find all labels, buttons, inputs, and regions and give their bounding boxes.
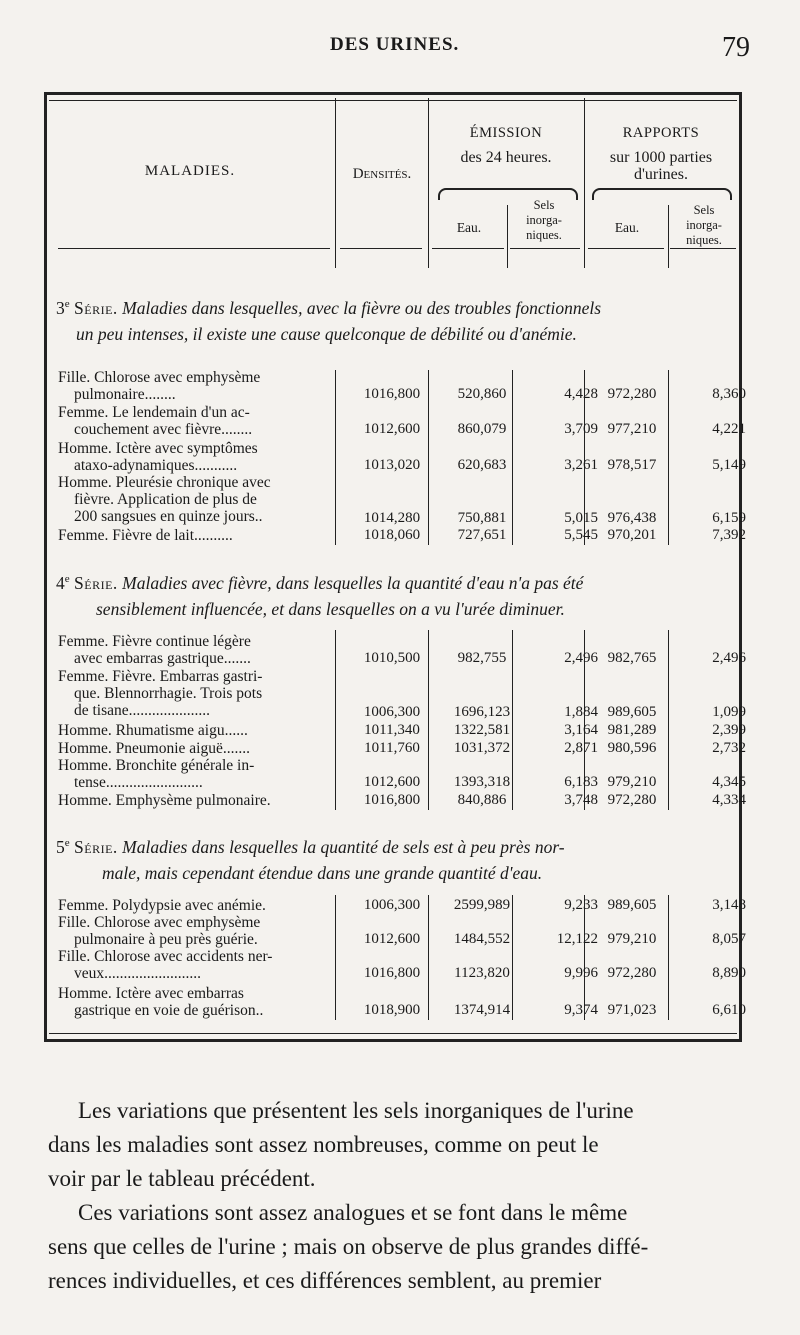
- column-eau-rapport: Eau.: [614, 220, 640, 235]
- paragraph-1: Les variations que présentent les sels inorganiques de l'urine dans les maladies sont assez nombreuses, comme on peut le voir par le tableau précédent.: [48, 1098, 634, 1191]
- running-title: DES URINES.: [330, 34, 460, 55]
- column-divider: [584, 98, 585, 268]
- header-rule: [340, 248, 422, 249]
- series-3-heading: 3e Série. Maladies dans lesquelles, avec la fièvre ou des troubles fonctionnels un peu intenses, il existe une cause quelconque de débilité ou d'anémie.: [56, 297, 602, 344]
- column-divider: [335, 98, 336, 268]
- column-sels-rapport: Sels inorga- niques.: [686, 203, 722, 247]
- column-rapports: RAPPORTS: [622, 125, 700, 141]
- header-rule: [588, 248, 664, 249]
- column-eau: Eau.: [456, 220, 482, 235]
- column-emission: ÉMISSION: [469, 125, 543, 141]
- header-rule: [510, 248, 580, 249]
- column-divider: [428, 98, 429, 268]
- rapports-brace: [592, 188, 732, 200]
- series-5-heading: 5e Série. Maladies dans lesquelles la quantité de sels est à peu près nor- male, mais cependant étendue dans une grande quantité d'eau.: [56, 836, 565, 883]
- column-divider: [507, 205, 508, 268]
- series-4-heading: 4e Série. Maladies avec fièvre, dans lesquelles la quantité d'eau n'a pas été sensiblement influencée, et dans lesquelles on a vu l'urée diminuer.: [56, 572, 584, 619]
- column-rapports-sub-2: d'urines.: [634, 166, 688, 183]
- page-number: 79: [722, 32, 750, 63]
- column-emission-sub: des 24 heures.: [460, 149, 552, 166]
- column-rapports-sub-1: sur 1000 parties: [609, 149, 713, 166]
- column-densites: Densités.: [352, 166, 412, 182]
- page-header: [0, 30, 800, 70]
- header-rule: [670, 248, 736, 249]
- paragraph-2: Ces variations sont assez analogues et se font dans le même sens que celles de l'urine ; mais on observe de plus grandes diffé- rences individuelles, et ces différences semblent, au premier: [48, 1200, 649, 1293]
- header-rule: [58, 248, 330, 249]
- column-maladies: MALADIES.: [144, 163, 236, 179]
- column-sels: Sels inorga- niques.: [526, 198, 562, 242]
- column-divider: [668, 205, 669, 268]
- header-rule: [432, 248, 504, 249]
